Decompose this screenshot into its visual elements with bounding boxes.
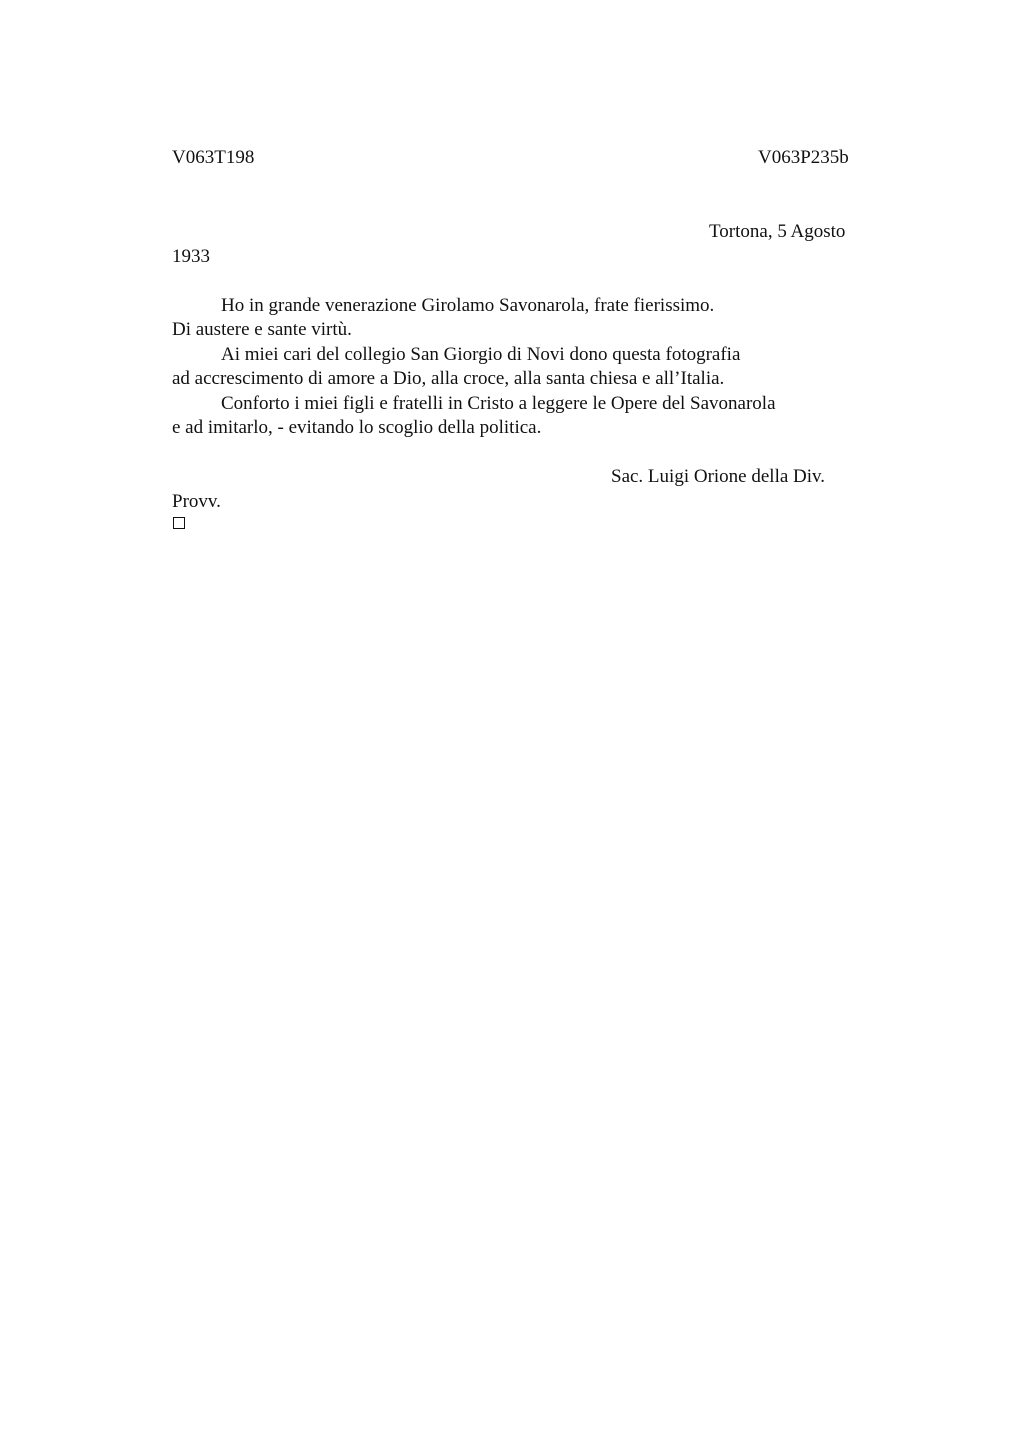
empty-square-icon xyxy=(173,517,185,529)
signature-line-2: Provv. xyxy=(172,491,221,512)
document-ref-left: V063T198 xyxy=(172,147,255,168)
paragraph-1-line-1: Ho in grande venerazione Girolamo Savonarola, frate fierissimo. xyxy=(221,295,715,316)
date-year: 1933 xyxy=(172,246,210,267)
paragraph-2-line-2: ad accrescimento di amore a Dio, alla croce, alla santa chiesa e all’Italia. xyxy=(172,368,725,389)
paragraph-1-line-2: Di austere e sante virtù. xyxy=(172,319,352,340)
date-place: Tortona, 5 Agosto xyxy=(709,221,846,242)
signature-line-1: Sac. Luigi Orione della Div. xyxy=(611,466,826,487)
paragraph-3-line-2: e ad imitarlo, - evitando lo scoglio della politica. xyxy=(172,417,542,438)
paragraph-2-line-1: Ai miei cari del collegio San Giorgio di Novi dono questa fotografia xyxy=(221,344,741,365)
paragraph-3-line-1: Conforto i miei figli e fratelli in Cristo a leggere le Opere del Savonarola xyxy=(221,393,776,414)
document-ref-right: V063P235b xyxy=(758,147,849,168)
